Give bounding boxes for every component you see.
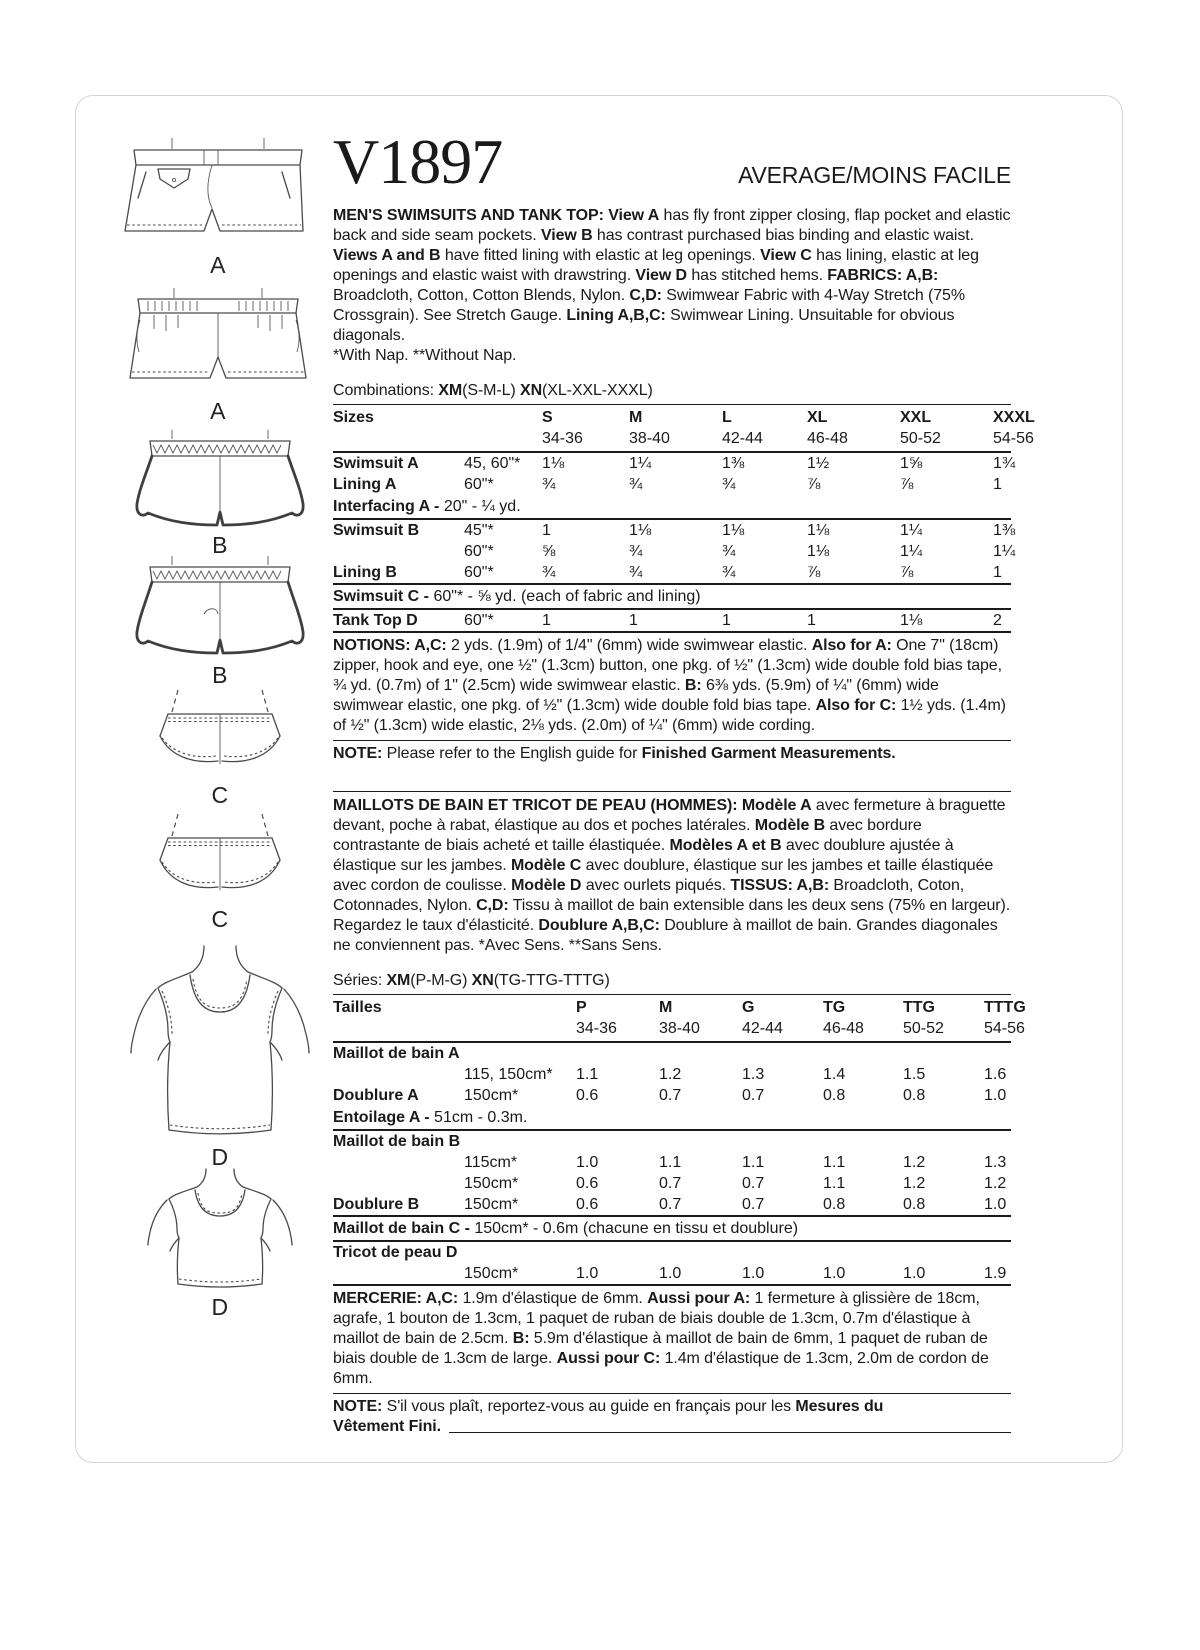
table-cell: 1⅛ bbox=[900, 609, 993, 632]
table-cell: 0.7 bbox=[659, 1175, 682, 1192]
table-cell: 1 bbox=[542, 609, 629, 632]
figure-label: A bbox=[210, 398, 226, 424]
text-segment: Doublure à maillot de bain. Grandes diagonales ne conviennent pas. *Avec Sens. **Sans Sens. bbox=[333, 917, 998, 954]
table-cell: ⅞ bbox=[900, 562, 993, 584]
size-range: 50-52 bbox=[903, 1018, 984, 1042]
english-combinations bbox=[333, 381, 1011, 405]
fabric-width: 45"* bbox=[464, 522, 494, 539]
size-range: 34-36 bbox=[542, 428, 629, 452]
text-segment: (TG-TTG-TTTG) bbox=[493, 972, 610, 989]
table-cell: 1¾ bbox=[993, 455, 1016, 472]
french-note-line1 bbox=[333, 1397, 1011, 1417]
tank-d-front-illustration bbox=[112, 942, 328, 1140]
text-segment: Swimwear Fabric with 4-Way Stretch (75% Crossgrain). See Stretch Gauge. bbox=[333, 287, 965, 324]
table-cell: 1 bbox=[722, 609, 807, 632]
text-segment: View B bbox=[540, 227, 593, 244]
table-cell: ¾ bbox=[722, 476, 736, 493]
text-segment: Modèle C bbox=[510, 857, 582, 874]
table-cell: 1¼ bbox=[629, 455, 652, 472]
shorts-b-front-illustration bbox=[122, 428, 318, 528]
text-segment: 1½ yds. (1.4m) of ½" (1.3cm) wide elastic, 2⅛ yds. (2.0m) of ¼" (6mm) wide cording. bbox=[333, 697, 1006, 734]
briefs-c-front-illustration bbox=[132, 688, 308, 778]
table-row bbox=[333, 1130, 1011, 1152]
figure-view-a-back bbox=[118, 286, 318, 425]
table-cell: ⅝ bbox=[542, 543, 556, 560]
table-cell: 1.1 bbox=[823, 1154, 846, 1171]
row-label bbox=[333, 1064, 464, 1085]
table-cell: 0.6 bbox=[576, 1194, 659, 1216]
row-label bbox=[333, 1263, 464, 1285]
table-row bbox=[333, 584, 1011, 609]
table-row bbox=[333, 562, 1011, 584]
table-row bbox=[333, 609, 1011, 632]
text-segment: Broadcloth, Coton, Cotonnades, Nylon. bbox=[333, 877, 965, 914]
table-cell: 1.1 bbox=[742, 1154, 765, 1171]
table-cell: 0.7 bbox=[742, 1194, 823, 1216]
fabric-width: 150cm* bbox=[464, 1175, 519, 1192]
table-row bbox=[333, 1216, 1011, 1241]
text-segment: Modèle D bbox=[511, 877, 582, 894]
fabric-width: 115cm* bbox=[464, 1154, 518, 1171]
table-cell: 1.0 bbox=[659, 1263, 742, 1285]
table-cell: 0.7 bbox=[742, 1087, 765, 1104]
text-segment: avec fermeture à braguette devant, poche à rabat, élastique au dos et poches latérales. bbox=[333, 797, 1006, 834]
text-segment: 1.9m d'élastique de 6mm. bbox=[458, 1290, 648, 1307]
text-segment: XN bbox=[471, 972, 494, 989]
text-segment: FABRICS: A,B: bbox=[827, 267, 939, 284]
size-range: 42-44 bbox=[722, 428, 807, 452]
table-cell: 1 bbox=[993, 476, 1002, 493]
size-range: 50-52 bbox=[900, 428, 993, 452]
text-segment: 51cm - 0.3m. bbox=[429, 1109, 528, 1126]
text-segment: Also for C: bbox=[815, 697, 897, 714]
table-cell: 0.8 bbox=[823, 1194, 903, 1216]
table-row bbox=[333, 1263, 1011, 1285]
text-segment: Modèle B bbox=[754, 817, 826, 834]
text-segment: 60"* - ⅝ yd. (each of fabric and lining) bbox=[429, 588, 701, 605]
row-label: Tailles bbox=[333, 999, 382, 1016]
group-row: Tricot de peau D bbox=[333, 1244, 458, 1261]
french-series bbox=[333, 971, 1011, 995]
fabric-width: 115, 150cm* bbox=[464, 1066, 553, 1083]
table-row bbox=[333, 1173, 1011, 1194]
figure-view-c-back bbox=[132, 812, 308, 933]
table-cell: 1¼ bbox=[900, 543, 923, 560]
text-segment: avec bordure contrastante de biais acheté et taille élastiquée. bbox=[333, 817, 922, 854]
text-segment: S'il vous plaît, reportez-vous au guide en français pour les bbox=[382, 1398, 796, 1415]
table-cell: 1¼ bbox=[900, 522, 923, 539]
text-segment: Views A and B bbox=[333, 247, 441, 264]
fabric-width: 150cm* bbox=[464, 1263, 576, 1285]
text-segment: NOTE: bbox=[333, 745, 383, 762]
table-cell: ¾ bbox=[629, 476, 643, 493]
table-cell: 1.3 bbox=[742, 1066, 765, 1083]
row-label: Swimsuit A bbox=[333, 455, 419, 472]
text-segment: 1 fermeture à glissière de 18cm, agrafe, 1 bouton de 1.3cm, 1 paquet de ruban de biais double de 1.3cm, 0.7m d'élastique à maillot de bain de 2.5cm. bbox=[333, 1290, 980, 1347]
table-cell: 1 bbox=[807, 609, 900, 632]
table-cell: 1 bbox=[629, 609, 722, 632]
fabric-width: 150cm* bbox=[464, 1087, 519, 1104]
table-cell: 1.2 bbox=[903, 1154, 926, 1171]
row-label: Sizes bbox=[333, 409, 374, 426]
figure-label: B bbox=[212, 662, 228, 688]
table-cell: 0.8 bbox=[903, 1087, 926, 1104]
table-cell: 1.0 bbox=[903, 1263, 984, 1285]
english-description bbox=[333, 206, 1011, 346]
table-cell: 1.3 bbox=[984, 1154, 1007, 1171]
table-cell: 1⅛ bbox=[807, 522, 830, 539]
text-segment: Séries: bbox=[333, 972, 387, 989]
briefs-c-back-illustration bbox=[132, 812, 308, 902]
size-range: 46-48 bbox=[807, 428, 900, 452]
fabric-width: 60"* bbox=[464, 476, 494, 493]
text-segment: avec ourlets piqués. bbox=[581, 877, 731, 894]
size-range: 54-56 bbox=[993, 428, 1011, 452]
text-segment: C,D: bbox=[629, 287, 662, 304]
size-range: 38-40 bbox=[629, 428, 722, 452]
figure-view-d-front bbox=[112, 942, 328, 1171]
size-range: 54-56 bbox=[984, 1018, 1011, 1042]
fabric-width: 60"* bbox=[464, 543, 494, 560]
text-segment: View A bbox=[608, 207, 660, 224]
table-cell: 1⅛ bbox=[542, 455, 565, 472]
table-cell: 1.0 bbox=[576, 1154, 599, 1171]
table-cell: 1¼ bbox=[993, 543, 1016, 560]
french-mercerie bbox=[333, 1289, 1011, 1389]
text-segment: Finished Garment Measurements. bbox=[641, 745, 896, 762]
table-cell: 1½ bbox=[807, 455, 830, 472]
table-cell: 0.7 bbox=[659, 1087, 682, 1104]
table-cell: 1.4 bbox=[823, 1066, 846, 1083]
table-cell: 1.2 bbox=[659, 1066, 682, 1083]
note-trailing-rule bbox=[449, 1432, 1011, 1433]
row-label bbox=[333, 1173, 464, 1194]
table-cell: 1.1 bbox=[659, 1154, 682, 1171]
shorts-b-back-illustration bbox=[122, 554, 318, 658]
text-segment: View D bbox=[635, 267, 687, 284]
tank-d-back-illustration bbox=[118, 1166, 322, 1290]
text-segment: Maillot de bain C - bbox=[333, 1220, 470, 1237]
text-segment: (S-M-L) bbox=[462, 382, 520, 399]
col-header: L bbox=[722, 409, 732, 426]
col-header: XL bbox=[807, 409, 828, 426]
col-header: M bbox=[659, 999, 673, 1016]
col-header: TTTG bbox=[984, 999, 1026, 1016]
table-cell: 1 bbox=[542, 522, 551, 539]
size-range: 42-44 bbox=[742, 1018, 823, 1042]
table-cell: 1.0 bbox=[984, 1087, 1007, 1104]
table-cell: 1⅛ bbox=[722, 522, 745, 539]
figure-view-a-front bbox=[112, 136, 324, 279]
group-row: Maillot de bain B bbox=[333, 1133, 461, 1150]
table-row bbox=[333, 1106, 1011, 1130]
full-width-row bbox=[333, 1216, 1011, 1241]
table-cell: ⅞ bbox=[807, 476, 821, 493]
text-segment: XN bbox=[520, 382, 543, 399]
table-row bbox=[333, 541, 1011, 562]
table-row bbox=[333, 1064, 1011, 1085]
text-segment: (P-M-G) bbox=[410, 972, 472, 989]
fabric-width: 150cm* bbox=[464, 1194, 576, 1216]
table-cell: 2 bbox=[993, 609, 1011, 632]
text-segment: Aussi pour C: bbox=[556, 1350, 661, 1367]
table-cell: 0.8 bbox=[823, 1087, 846, 1104]
english-nap-note: *With Nap. **Without Nap. bbox=[333, 347, 517, 364]
table-cell: 1.0 bbox=[823, 1263, 903, 1285]
figure-view-c-front bbox=[132, 688, 308, 809]
col-header: XXXL bbox=[993, 409, 1035, 426]
table-cell: 0.6 bbox=[576, 1087, 599, 1104]
group-row: Maillot de bain A bbox=[333, 1045, 460, 1062]
table-cell: ¾ bbox=[722, 543, 736, 560]
text-segment: has stitched hems. bbox=[687, 267, 828, 284]
shorts-a-back-illustration bbox=[118, 286, 318, 394]
table-cell: 1.5 bbox=[903, 1066, 926, 1083]
fabric-width: 60"* bbox=[464, 562, 542, 584]
table-cell: 0.6 bbox=[576, 1175, 599, 1192]
table-cell: 1⅛ bbox=[807, 543, 830, 560]
figure-view-d-back bbox=[118, 1166, 322, 1321]
text-segment: XM bbox=[386, 972, 411, 989]
text-segment: NOTIONS: A,C: bbox=[333, 637, 447, 654]
table-row bbox=[333, 519, 1011, 541]
text-segment: Also for A: bbox=[811, 637, 892, 654]
table-cell: ¾ bbox=[629, 562, 722, 584]
text-segment: have fitted lining with elastic at leg openings. bbox=[440, 247, 761, 264]
table-cell: 1.6 bbox=[984, 1066, 1007, 1083]
french-yardage-table bbox=[333, 995, 1026, 1286]
fabric-width: 45, 60"* bbox=[464, 455, 521, 472]
text-segment: XM bbox=[438, 382, 463, 399]
english-note bbox=[333, 740, 1011, 764]
table-cell: 1.0 bbox=[576, 1263, 659, 1285]
table-cell: ¾ bbox=[542, 562, 629, 584]
text-segment: B: bbox=[512, 1330, 530, 1347]
table-cell: 1 bbox=[993, 562, 1011, 584]
text-segment: (XL-XXL-XXXL) bbox=[542, 382, 653, 399]
col-header: XXL bbox=[900, 409, 932, 426]
col-header: TTG bbox=[903, 999, 935, 1016]
table-cell: 1.1 bbox=[823, 1175, 846, 1192]
table-cell: 1.0 bbox=[742, 1263, 823, 1285]
table-row bbox=[333, 1085, 1011, 1106]
figure-view-b-front bbox=[122, 428, 318, 559]
text-segment: Vêtement Fini. bbox=[333, 1418, 441, 1435]
text-segment: View C bbox=[760, 247, 812, 264]
text-segment: MAILLOTS DE BAIN ET TRICOT DE PEAU (HOMMES): bbox=[333, 797, 742, 814]
table-cell: ⅞ bbox=[900, 476, 914, 493]
pattern-number: V1897 bbox=[333, 126, 503, 197]
text-segment: Interfacing A - bbox=[333, 498, 440, 515]
text-segment: 5.9m d'élastique à maillot de bain de 6mm, 1 paquet de ruban de biais double de 1.3cm de large. bbox=[333, 1330, 988, 1367]
text-segment: C,D: bbox=[476, 897, 509, 914]
text-segment: Tissu à maillot de bain extensible dans les deux sens (75% en largeur). Regardez le taux d'élasticité. bbox=[333, 897, 1011, 934]
table-cell: 1⅜ bbox=[993, 522, 1016, 539]
text-segment: Swimsuit C - bbox=[333, 588, 430, 605]
text-segment: has fly front zipper closing, flap pocket and elastic back and side seam pockets. bbox=[333, 207, 1011, 244]
table-row bbox=[333, 452, 1011, 474]
row-label bbox=[333, 1152, 464, 1173]
french-note-line2 bbox=[333, 1417, 1011, 1437]
full-width-row bbox=[333, 584, 1011, 609]
figure-label: A bbox=[210, 252, 226, 278]
text-segment: MERCERIE: A,C: bbox=[333, 1290, 459, 1307]
table-cell: 1⅜ bbox=[722, 455, 745, 472]
text-segment: Combinations: bbox=[333, 382, 439, 399]
instruction-panel bbox=[333, 126, 1035, 1437]
figure-label: D bbox=[211, 1294, 229, 1320]
text-segment: MEN'S SWIMSUITS AND TANK TOP: bbox=[333, 207, 609, 224]
col-header: G bbox=[742, 999, 755, 1016]
text-segment: 6⅜ yds. (5.9m) of ¼" (6mm) wide swimwear elastic, one pkg. of ½" (1.3cm) wide double fold bias tape. bbox=[333, 677, 939, 714]
table-cell: 1⅛ bbox=[629, 522, 652, 539]
table-cell: 1.0 bbox=[984, 1194, 1011, 1216]
text-segment: Lining A,B,C: bbox=[566, 307, 666, 324]
fabric-width: 60"* bbox=[464, 609, 542, 632]
text-segment: avec doublure, élastique sur les jambes et taille élastiquée avec cordon de coulisse. bbox=[333, 857, 994, 894]
text-segment: 150cm* - 0.6m (chacune en tissu et doublure) bbox=[469, 1220, 799, 1237]
text-segment: Broadcloth, Cotton, Cotton Blends, Nylon. bbox=[333, 287, 630, 304]
table-subheader-row bbox=[333, 1018, 1011, 1042]
size-range: 46-48 bbox=[823, 1018, 903, 1042]
table-header-row bbox=[333, 405, 1011, 428]
section-divider bbox=[333, 791, 1011, 792]
row-label: Doublure B bbox=[333, 1194, 464, 1216]
size-range: 34-36 bbox=[576, 1018, 659, 1042]
table-subheader-row bbox=[333, 428, 1011, 452]
table-cell: ¾ bbox=[542, 476, 556, 493]
text-segment: NOTE: bbox=[333, 1398, 383, 1415]
english-notions bbox=[333, 636, 1011, 736]
text-segment: One 7" (18cm) zipper, hook and eye, one ½" (1.3cm) button, one pkg. of ½" (1.3cm) wide double fold bias tape, ¾ yd. (0.7m) of 1" (2.5cm) wide swimwear elastic. bbox=[333, 637, 1002, 694]
table-row bbox=[333, 1152, 1011, 1173]
table-row bbox=[333, 1194, 1011, 1216]
figure-view-b-back bbox=[122, 554, 318, 689]
table-cell: 1.9 bbox=[984, 1263, 1011, 1285]
text-segment: Please refer to the English guide for bbox=[382, 745, 642, 762]
col-header: M bbox=[629, 409, 643, 426]
english-yardage-table bbox=[333, 405, 1035, 633]
col-header: S bbox=[542, 409, 553, 426]
figure-label: B bbox=[212, 532, 228, 558]
table-row bbox=[333, 474, 1011, 495]
text-segment: Doublure A,B,C: bbox=[538, 917, 660, 934]
full-width-row bbox=[333, 1106, 1011, 1130]
table-cell: ⅞ bbox=[807, 562, 900, 584]
full-width-row bbox=[333, 495, 1011, 519]
figure-label: C bbox=[211, 906, 229, 932]
masthead bbox=[333, 126, 1011, 197]
text-segment: 20" - ¼ yd. bbox=[439, 498, 521, 515]
table-cell: 1.2 bbox=[984, 1175, 1007, 1192]
table-row bbox=[333, 1042, 1011, 1064]
row-label: Lining A bbox=[333, 476, 397, 493]
table-header-row bbox=[333, 995, 1011, 1018]
text-segment: Modèles A et B bbox=[669, 837, 782, 854]
col-header: P bbox=[576, 999, 587, 1016]
text-segment: Mesures du bbox=[795, 1398, 884, 1415]
row-label: Swimsuit B bbox=[333, 522, 420, 539]
table-cell: ¾ bbox=[629, 543, 643, 560]
table-cell: ¾ bbox=[722, 562, 807, 584]
table-row bbox=[333, 495, 1011, 519]
row-label bbox=[333, 541, 464, 562]
shorts-a-front-illustration bbox=[112, 136, 324, 248]
text-segment: Aussi pour A: bbox=[647, 1290, 751, 1307]
text-segment: Entoilage A - bbox=[333, 1109, 430, 1126]
text-segment: Modèle A bbox=[741, 797, 812, 814]
table-cell: 0.7 bbox=[659, 1194, 742, 1216]
text-segment: avec doublure ajustée à élastique sur les jambes. bbox=[333, 837, 954, 874]
row-label: Tank Top D bbox=[333, 609, 464, 632]
figure-label: D bbox=[211, 1144, 229, 1170]
row-label: Lining B bbox=[333, 562, 464, 584]
table-cell: 0.8 bbox=[903, 1194, 984, 1216]
french-description bbox=[333, 796, 1011, 956]
text-segment: B: bbox=[684, 677, 702, 694]
text-segment: 2 yds. (1.9m) of 1/4" (6mm) wide swimwear elastic. bbox=[446, 637, 812, 654]
text-segment: has lining, elastic at leg openings and elastic waist with drawstring. bbox=[333, 247, 979, 284]
text-segment: TISSUS: A,B: bbox=[730, 877, 830, 894]
row-label: Doublure A bbox=[333, 1087, 419, 1104]
text-segment: Swimwear Lining. Unsuitable for obvious diagonals. bbox=[333, 307, 955, 344]
french-note bbox=[333, 1393, 1011, 1437]
figure-label: C bbox=[211, 782, 229, 808]
table-cell: 0.7 bbox=[742, 1175, 765, 1192]
table-cell: 1⅝ bbox=[900, 455, 923, 472]
table-cell: 1.2 bbox=[903, 1175, 926, 1192]
table-row bbox=[333, 1241, 1011, 1263]
size-range: 38-40 bbox=[659, 1018, 742, 1042]
text-segment: 1.4m d'élastique de 1.3cm, 2.0m de cordon de 6mm. bbox=[333, 1350, 989, 1387]
text-segment: has contrast purchased bias binding and elastic waist. bbox=[592, 227, 974, 244]
col-header: TG bbox=[823, 999, 846, 1016]
difficulty-rating: AVERAGE/MOINS FACILE bbox=[738, 162, 1011, 188]
table-cell: 1.1 bbox=[576, 1066, 599, 1083]
